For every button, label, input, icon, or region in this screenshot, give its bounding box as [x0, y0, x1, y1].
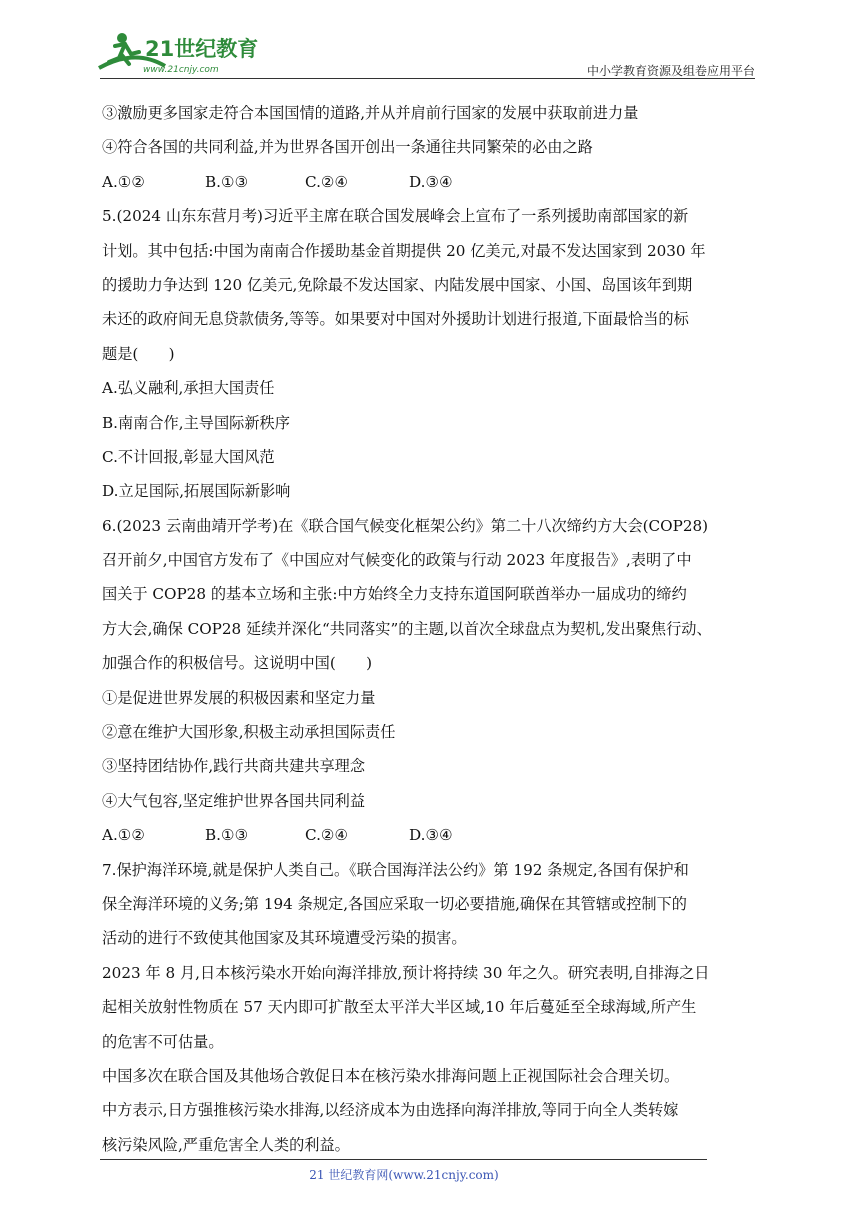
- text-line: 计划。其中包括:中国为南南合作援助基金首期提供 20 亿美元,对最不发达国家到 2030 年: [102, 241, 706, 260]
- text-line: 的援助力争达到 120 亿美元,免除最不发达国家、内陆发展中国家、小国、岛国该年到期: [102, 275, 693, 294]
- platform-name: 中小学教育资源及组卷应用平台: [586, 64, 755, 78]
- option-d: D.③④: [409, 172, 453, 191]
- logo-text: 21世纪教育: [145, 37, 259, 61]
- option-a: A.①②: [102, 172, 146, 191]
- text-line: 国关于 COP28 的基本立场和主张:中方始终全力支持东道国阿联酋举办一届成功的缔约: [102, 585, 687, 604]
- statement-line: ③坚持团结协作,践行共商共建共享理念: [102, 757, 366, 776]
- choice-line: C.不计回报,彰显大国风范: [102, 447, 275, 466]
- text-line: 中国多次在联合国及其他场合敦促日本在核污染水排海问题上正视国际社会合理关切。: [102, 1066, 680, 1085]
- statement-line: ④大气包容,坚定维护世界各国共同利益: [102, 791, 366, 810]
- option-b: B.①③: [205, 826, 249, 845]
- page-footer: 21 世纪教育网(www.21cnjy.com): [309, 1168, 499, 1182]
- question-6-line: 6.(2023 云南曲靖开学考)在《联合国气候变化框架公约》第二十八次缔约方大会(COP28): [102, 516, 709, 535]
- option-c: C.②④: [305, 826, 349, 845]
- question-5-line: 5.(2024 山东东营月考)习近平主席在联合国发展峰会上宣布了一系列援助南部国家的新: [102, 207, 689, 226]
- statement-line: ②意在维护大国形象,积极主动承担国际责任: [102, 723, 396, 742]
- text-line: 方大会,确保 COP28 延续并深化“共同落实”的主题,以首次全球盘点为契机,发出聚焦行动、: [102, 619, 712, 638]
- site-logo: [95, 28, 265, 78]
- text-line: 加强合作的积极信号。这说明中国( ): [102, 654, 373, 673]
- text-line: 未还的政府间无息贷款债务,等等。如果要对中国对外援助计划进行报道,下面最恰当的标: [102, 310, 689, 329]
- option-c: C.②④: [305, 172, 349, 191]
- logo-url: www.21cnjy.com: [143, 65, 219, 75]
- text-line: 中方表示,日方强推核污染水排海,以经济成本为由选择向海洋排放,等同于向全人类转嫁: [102, 1101, 679, 1120]
- choice-line: D.立足国际,拓展国际新影响: [102, 482, 291, 501]
- text-line: 的危害不可估量。: [102, 1032, 224, 1051]
- statement-line: ①是促进世界发展的积极因素和坚定力量: [102, 688, 376, 707]
- choice-line: A.弘义融利,承担大国责任: [102, 379, 275, 398]
- text-line: 召开前夕,中国官方发布了《中国应对气候变化的政策与行动 2023 年度报告》,表明了中: [102, 551, 692, 570]
- header-divider: [100, 78, 755, 79]
- text-line: 活动的进行不致使其他国家及其环境遭受污染的损害。: [102, 929, 467, 948]
- choice-line: B.南南合作,主导国际新秩序: [102, 413, 290, 432]
- text-line: ③激励更多国家走符合本国国情的道路,并从并肩前行国家的发展中获取前进力量: [102, 104, 639, 122]
- footer-divider: [100, 1159, 707, 1160]
- text-line: ④符合各国的共同利益,并为世界各国开创出一条通往共同繁荣的必由之路: [102, 138, 593, 157]
- text-line: 保全海洋环境的义务;第 194 条规定,各国应采取一切必要措施,确保在其管辖或控制下的: [102, 894, 687, 913]
- answer-options-q4: [102, 165, 772, 199]
- text-line: 核污染风险,严重危害全人类的利益。: [102, 1135, 350, 1154]
- text-line: 题是( ): [102, 344, 175, 363]
- text-line: 2023 年 8 月,日本核污染水开始向海洋排放,预计将持续 30 年之久。研究表明,自排海之日: [102, 963, 710, 982]
- option-b: B.①③: [205, 172, 249, 191]
- option-d: D.③④: [409, 826, 453, 845]
- question-7-line: 7.保护海洋环境,就是保护人类自己。《联合国海洋法公约》第 192 条规定,各国有保护和: [102, 860, 689, 879]
- text-line: 起相关放射性物质在 57 天内即可扩散至太平洋大半区域,10 年后蔓延至全球海域,所产生: [102, 998, 697, 1017]
- option-a: A.①②: [102, 826, 146, 845]
- question-content: [102, 96, 772, 1162]
- page-header: [95, 28, 755, 80]
- answer-options-q6: [102, 818, 772, 852]
